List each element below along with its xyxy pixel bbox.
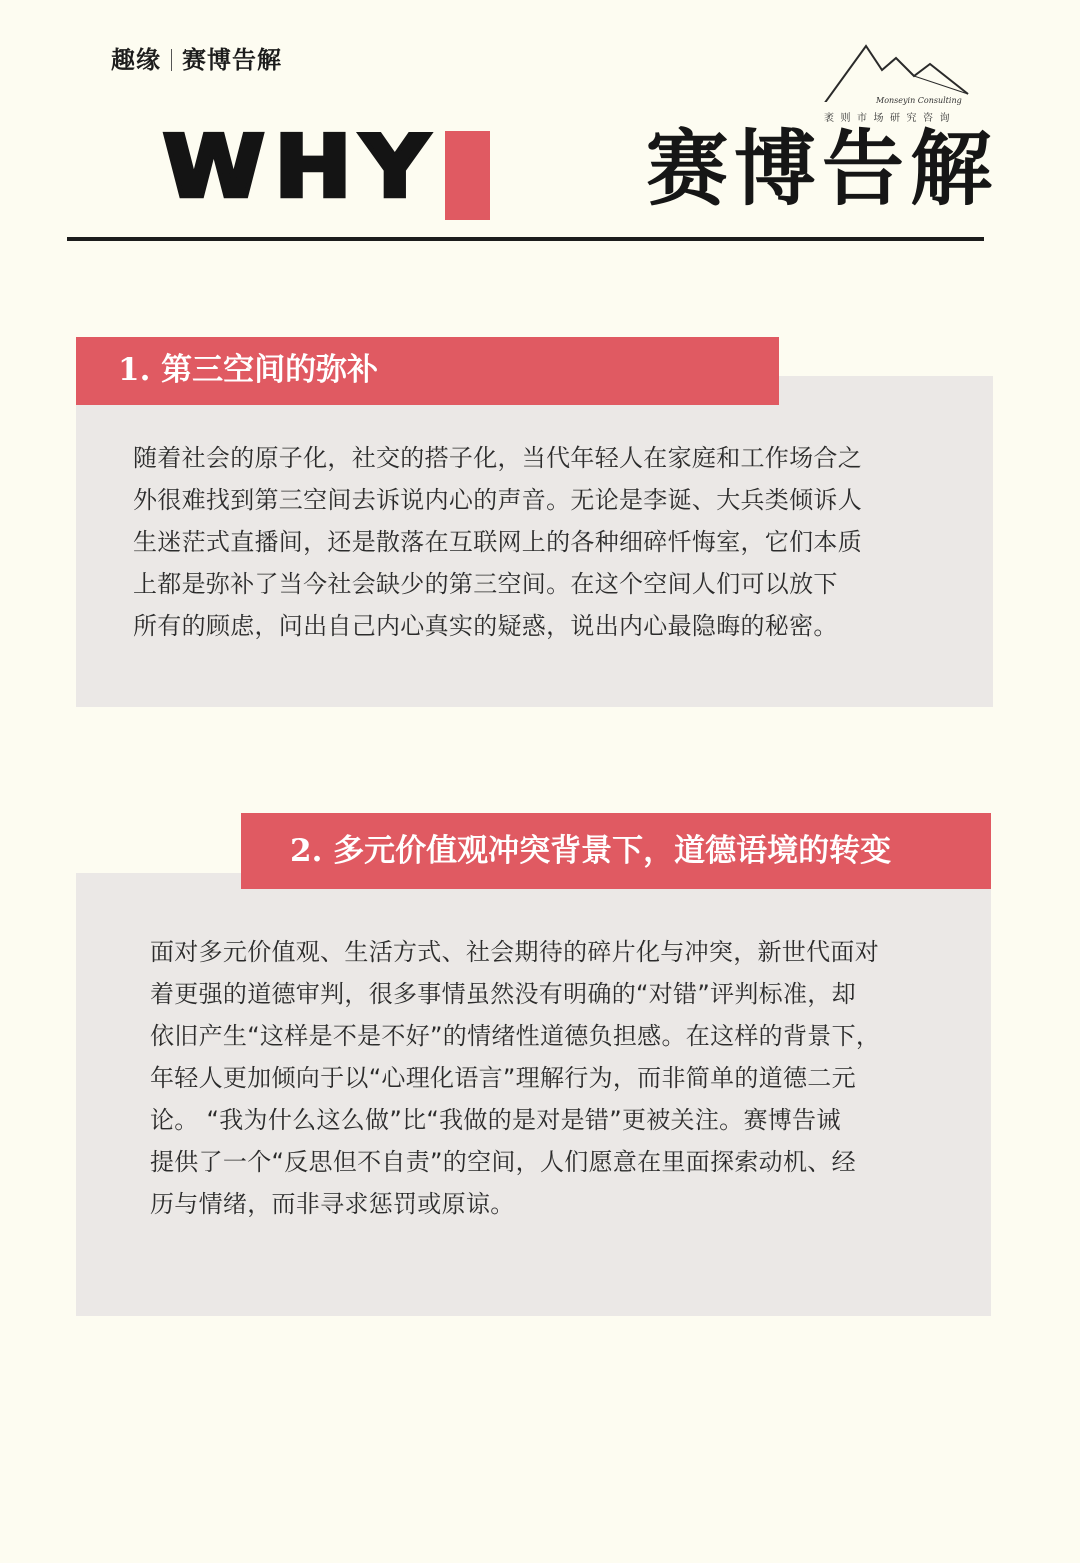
header-divider: [67, 237, 984, 241]
company-logo: [818, 42, 978, 127]
brand-title: [111, 40, 282, 75]
section-1-heading: 1. 第三空间的弥补: [118, 352, 379, 388]
logo-cn-text: 袤则市场研究咨询: [824, 113, 956, 124]
mountain-icon: [818, 42, 978, 102]
brand-divider: [171, 49, 172, 71]
section-2-heading: 2. 多元价值观冲突背景下，道德语境的转变: [290, 833, 892, 869]
brand-left: 趣缘: [111, 45, 161, 74]
accent-block: [445, 131, 490, 220]
section-2-body: 面对多元价值观、生活方式、社会期待的碎片化与冲突，新世代面对 着更强的道德审判，很多事情虽然没有明确的“对错”评判标准，却 依旧产生“这样是不是不好”的情绪性道德负担感。在这样的背景下， 年轻人更加倾向于以“心理化语言”理解行为，而非简单的道德二元 论。 “我为什么这么做”比“我做的是对是错”更被关注。赛博告诫 提供了一个“反思但不自责”的空间，人们愿意在里面探索动机、经 历与情绪，而非寻求惩罚或原谅。: [150, 938, 881, 1218]
why-heading: WHY: [163, 118, 439, 217]
brand-right: 赛博告解: [182, 45, 282, 74]
page-title: 赛博告解: [646, 121, 999, 217]
logo-script-text: Monseyin Consulting: [876, 96, 962, 105]
section-1-body: 随着社会的原子化，社交的搭子化，当代年轻人在家庭和工作场合之 外很难找到第三空间去诉说内心的声音。无论是李诞、大兵类倾诉人 生迷茫式直播间，还是散落在互联网上的各种细碎忏悔室，它们本质 上都是弥补了当今社会缺少的第三空间。在这个空间人们可以放下 所有的顾虑，问出自己内心真实的疑惑，说出内心最隐晦的秘密。: [133, 444, 862, 640]
